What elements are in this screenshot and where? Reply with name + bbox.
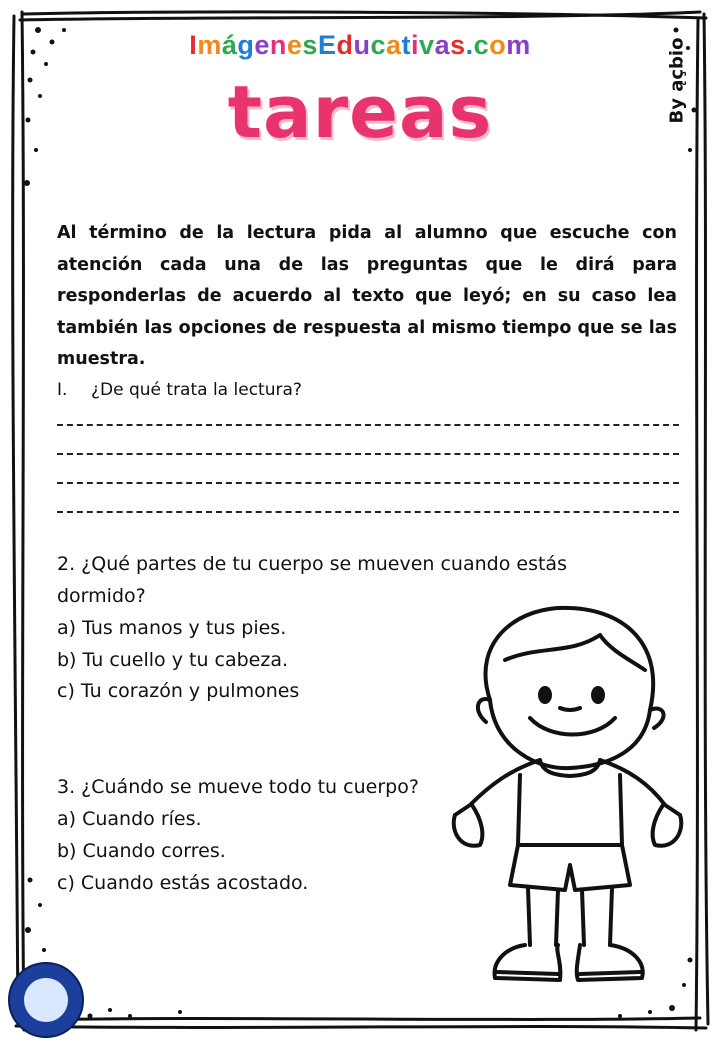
brand-letter: a — [434, 30, 451, 60]
question-3-text: 3. ¿Cuándo se mueve todo tu cuerpo? — [57, 776, 419, 798]
brand-letter: o — [489, 30, 507, 60]
question-1-text: ¿De qué trata la lectura? — [91, 380, 302, 400]
question-1-number: I. — [57, 380, 68, 400]
brand-letter: s — [450, 30, 466, 60]
brand-letter: c — [370, 30, 386, 60]
question-2-option-c: c) Tu corazón y pulmones — [57, 680, 300, 702]
brand-letter: m — [506, 30, 531, 60]
brand-letter: m — [197, 30, 222, 60]
question-3-option-a: a) Cuando ríes. — [57, 808, 202, 830]
brand-letter: s — [302, 30, 318, 60]
brand-letter: u — [353, 30, 371, 60]
question-3-option-b: b) Cuando corres. — [57, 840, 226, 862]
answer-line — [57, 424, 679, 426]
brand-letter: d — [336, 30, 354, 60]
brand-letter: á — [221, 30, 238, 60]
brand-letter: E — [317, 30, 337, 60]
author-byline-text: By ąçbio — [666, 37, 688, 124]
brand-letter: I — [189, 30, 198, 60]
answer-line — [57, 453, 679, 455]
brand-letter: c — [473, 30, 490, 60]
brand-letter: t — [401, 30, 412, 60]
brand-letter: i — [411, 30, 420, 60]
instructions-paragraph: Al término de la lectura pida al alumno que escuche con atención cada una de las preguntas que le dirá para responderlas de acuerdo al texto que leyó; en su caso lea también las opciones de respuesta al mismo tiempo que se las muestra. — [57, 223, 677, 369]
brand-letter: n — [269, 30, 287, 60]
brand-letter: e — [254, 30, 270, 60]
brand-letter: e — [286, 30, 303, 60]
brand-letter: a — [386, 30, 402, 60]
question-3-option-c: c) Cuando estás acostado. — [57, 872, 309, 894]
brand-letter: v — [419, 30, 435, 60]
answer-line — [57, 511, 679, 513]
page-title: tareas — [227, 70, 493, 154]
boy-outline-icon — [450, 600, 685, 1000]
school-logo-icon — [8, 962, 84, 1038]
site-brand — [0, 30, 720, 61]
question-2-option-b: b) Tu cuello y tu cabeza. — [57, 649, 289, 671]
author-byline — [662, 37, 692, 130]
question-2-option-a: a) Tus manos y tus pies. — [57, 617, 287, 639]
answer-line — [57, 482, 679, 484]
question-1 — [57, 380, 302, 400]
brand-letter: g — [237, 30, 255, 60]
brand-letter: . — [465, 30, 474, 60]
question-2-text: 2. ¿Qué partes de tu cuerpo se mueven cuando estás dormido? — [57, 553, 567, 607]
